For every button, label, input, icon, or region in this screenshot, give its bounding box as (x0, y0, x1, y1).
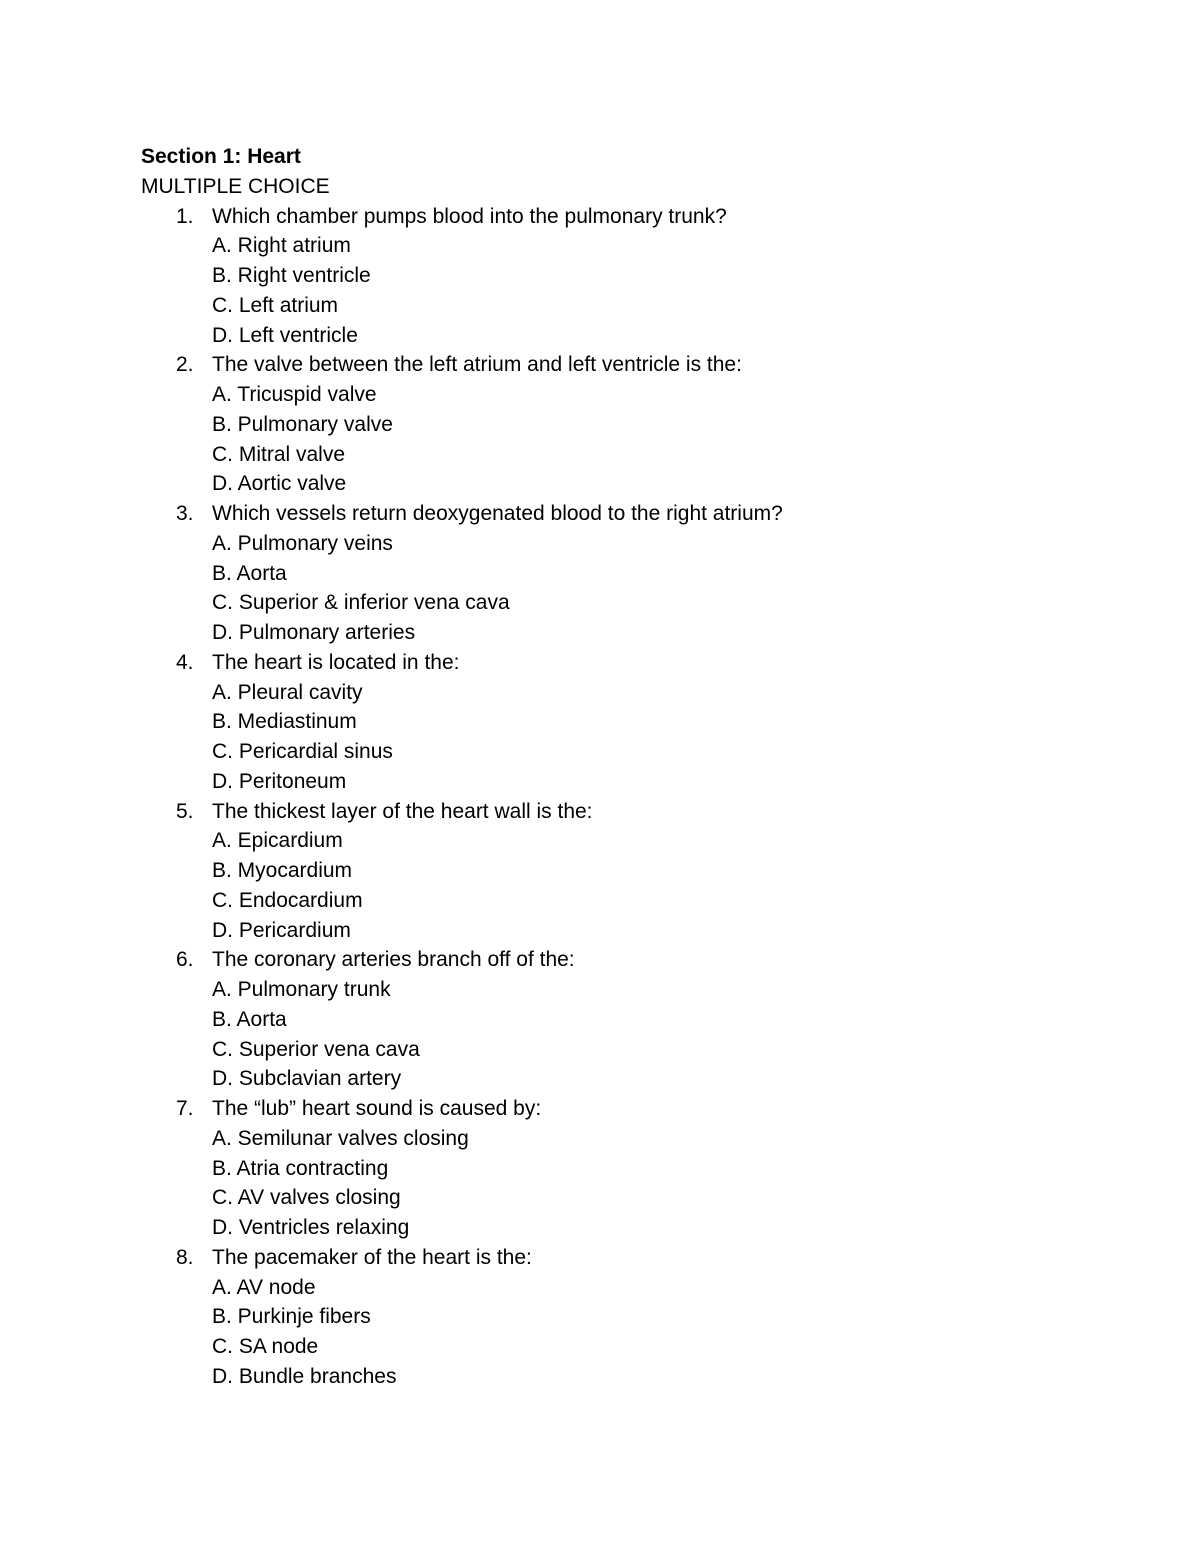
answer-option: A. Pulmonary trunk (212, 978, 391, 1001)
subheading: MULTIPLE CHOICE (141, 174, 330, 198)
question-number: 5. (176, 799, 194, 823)
answer-option: A. Semilunar valves closing (212, 1126, 469, 1150)
answer-option: B. Aorta (212, 561, 287, 585)
answer-option: B. Purkinje fibers (212, 1305, 371, 1329)
question-text: The coronary arteries branch off of the: (212, 948, 575, 972)
answer-option: B. Aorta (212, 1007, 287, 1031)
question-text: The heart is located in the: (212, 650, 460, 674)
answer-option: A. AV node (212, 1275, 316, 1299)
question-number: 2. (176, 353, 194, 377)
answer-option: D. Left ventricle (212, 323, 358, 347)
answer-option: D. Ventricles relaxing (212, 1216, 410, 1239)
answer-option: A. Pleural cavity (212, 680, 363, 704)
question-item (141, 945, 1081, 1094)
question-text: Which vessels return deoxygenated blood to the right atrium? (212, 502, 783, 525)
question-number: 6. (176, 948, 194, 972)
answer-option: C. Left atrium (212, 293, 339, 317)
answer-option: D. Pulmonary arteries (212, 621, 416, 644)
answer-option: B. Mediastinum (212, 710, 357, 734)
question-item (141, 797, 1081, 946)
answer-option: B. Pulmonary valve (212, 412, 393, 436)
question-text: The pacemaker of the heart is the: (212, 1245, 532, 1269)
question-item (141, 499, 1081, 648)
question-text: The thickest layer of the heart wall is the: (212, 799, 593, 823)
answer-option: C. AV valves closing (212, 1186, 401, 1210)
question-text: The valve between the left atrium and left ventricle is the: (212, 353, 742, 377)
answer-option: A. Right atrium (212, 234, 351, 258)
question-item (141, 648, 1081, 797)
answer-option: C. Endocardium (212, 888, 363, 912)
answer-option: B. Myocardium (212, 859, 353, 882)
answer-option: C. SA node (212, 1335, 319, 1358)
question-item (141, 202, 1081, 351)
document-content (141, 142, 1081, 1392)
answer-option: D. Aortic valve (212, 472, 347, 496)
answer-option: D. Bundle branches (212, 1364, 397, 1388)
answer-option: B. Right ventricle (212, 264, 371, 287)
question-number: 8. (176, 1245, 194, 1269)
answer-option: C. Superior vena cava (212, 1037, 420, 1061)
question-number: 7. (176, 1097, 194, 1120)
answer-option: D. Pericardium (212, 918, 351, 942)
answer-option: D. Subclavian artery (212, 1067, 402, 1091)
answer-option: C. Mitral valve (212, 442, 346, 466)
answer-option: A. Epicardium (212, 829, 343, 853)
answer-option: B. Atria contracting (212, 1156, 389, 1180)
section-title: Section 1: Heart (141, 145, 301, 168)
question-text: Which chamber pumps blood into the pulmonary trunk? (212, 204, 727, 228)
question-item (141, 1094, 1081, 1243)
question-number: 1. (176, 204, 194, 228)
answer-option: A. Tricuspid valve (212, 383, 377, 406)
question-list (141, 202, 1081, 1392)
answer-option: A. Pulmonary veins (212, 531, 393, 555)
answer-option: C. Pericardial sinus (212, 740, 393, 763)
question-number: 3. (176, 502, 194, 525)
question-item (141, 1243, 1081, 1392)
answer-option: C. Superior & inferior vena cava (212, 591, 510, 615)
question-text: The “lub” heart sound is caused by: (212, 1097, 542, 1120)
question-number: 4. (176, 650, 194, 674)
answer-option: D. Peritoneum (212, 769, 347, 793)
question-item (141, 350, 1081, 499)
